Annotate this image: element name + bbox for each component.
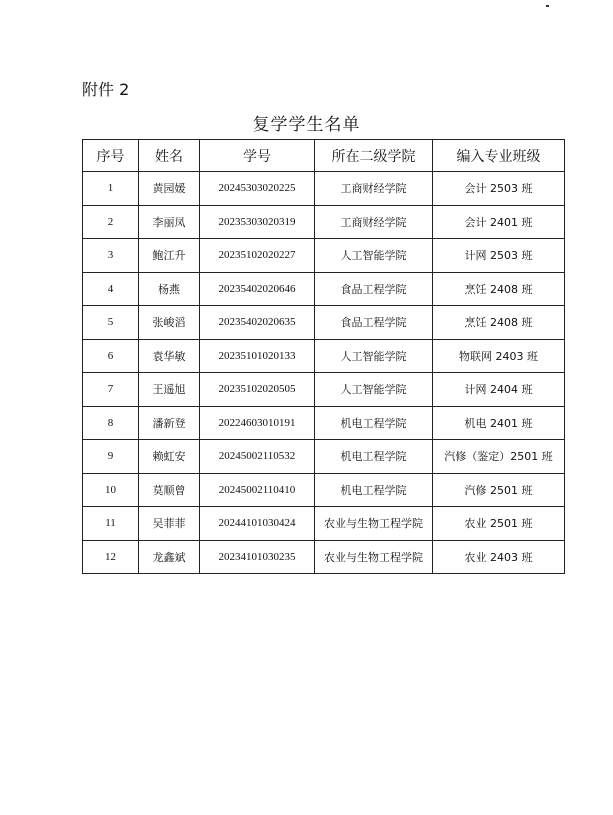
cell-college: 农业与生物工程学院 — [315, 507, 433, 541]
cell-index: 4 — [83, 272, 139, 306]
cell-student-id: 20235101020133 — [200, 339, 315, 373]
cell-name: 鲍江升 — [139, 239, 200, 273]
cell-index: 3 — [83, 239, 139, 273]
cell-name: 张峻滔 — [139, 306, 200, 340]
header-student-id: 学号 — [200, 140, 315, 172]
cell-index: 5 — [83, 306, 139, 340]
cell-index: 7 — [83, 373, 139, 407]
table-body — [83, 172, 565, 574]
cell-class: 农业 2403 班 — [433, 540, 565, 574]
cell-name: 黄园媛 — [139, 172, 200, 206]
cell-student-id: 20245002110410 — [200, 473, 315, 507]
cell-name: 吴菲菲 — [139, 507, 200, 541]
cell-student-id: 20235402020635 — [200, 306, 315, 340]
cell-college: 食品工程学院 — [315, 306, 433, 340]
header-class: 编入专业班级 — [433, 140, 565, 172]
cell-student-id: 20244101030424 — [200, 507, 315, 541]
cell-class: 计网 2404 班 — [433, 373, 565, 407]
table-row — [83, 306, 565, 340]
header-college: 所在二级学院 — [315, 140, 433, 172]
cell-student-id: 20245002110532 — [200, 440, 315, 474]
cell-college: 机电工程学院 — [315, 406, 433, 440]
table-row — [83, 507, 565, 541]
table-row — [83, 406, 565, 440]
cell-student-id: 20235402020646 — [200, 272, 315, 306]
cell-college: 机电工程学院 — [315, 440, 433, 474]
cell-student-id: 20224603010191 — [200, 406, 315, 440]
cell-class: 汽修（鉴定）2501 班 — [433, 440, 565, 474]
attachment-label: 附件 2 — [82, 80, 130, 99]
cell-name: 李丽凤 — [139, 205, 200, 239]
cell-index: 2 — [83, 205, 139, 239]
cell-college: 机电工程学院 — [315, 473, 433, 507]
cell-name: 袁华敏 — [139, 339, 200, 373]
cell-student-id: 20235102020505 — [200, 373, 315, 407]
scan-mark — [546, 5, 549, 7]
cell-student-id: 20234101030235 — [200, 540, 315, 574]
table-row — [83, 540, 565, 574]
cell-college: 人工智能学院 — [315, 373, 433, 407]
cell-index: 12 — [83, 540, 139, 574]
cell-college: 食品工程学院 — [315, 272, 433, 306]
header-index: 序号 — [83, 140, 139, 172]
cell-college: 人工智能学院 — [315, 339, 433, 373]
table-row — [83, 205, 565, 239]
cell-student-id: 20245303020225 — [200, 172, 315, 206]
cell-class: 农业 2501 班 — [433, 507, 565, 541]
student-roster-table — [82, 139, 565, 574]
cell-class: 会计 2401 班 — [433, 205, 565, 239]
header-name: 姓名 — [139, 140, 200, 172]
cell-class: 烹饪 2408 班 — [433, 306, 565, 340]
table-row — [83, 473, 565, 507]
cell-student-id: 20235102020227 — [200, 239, 315, 273]
table-row — [83, 373, 565, 407]
cell-name: 莫顺曾 — [139, 473, 200, 507]
cell-index: 11 — [83, 507, 139, 541]
table-row — [83, 172, 565, 206]
cell-index: 1 — [83, 172, 139, 206]
cell-class: 机电 2401 班 — [433, 406, 565, 440]
table-row — [83, 272, 565, 306]
cell-index: 10 — [83, 473, 139, 507]
cell-class: 物联网 2403 班 — [433, 339, 565, 373]
cell-name: 龙鑫斌 — [139, 540, 200, 574]
cell-name: 杨燕 — [139, 272, 200, 306]
cell-class: 会计 2503 班 — [433, 172, 565, 206]
cell-index: 8 — [83, 406, 139, 440]
cell-class: 烹饪 2408 班 — [433, 272, 565, 306]
cell-college: 人工智能学院 — [315, 239, 433, 273]
cell-name: 赖虹安 — [139, 440, 200, 474]
cell-college: 工商财经学院 — [315, 172, 433, 206]
cell-index: 6 — [83, 339, 139, 373]
cell-class: 汽修 2501 班 — [433, 473, 565, 507]
document-title: 复学学生名单 — [252, 115, 361, 135]
cell-name: 潘新登 — [139, 406, 200, 440]
cell-name: 王遥旭 — [139, 373, 200, 407]
table-row — [83, 239, 565, 273]
cell-class: 计网 2503 班 — [433, 239, 565, 273]
table-header-row — [83, 140, 565, 172]
cell-index: 9 — [83, 440, 139, 474]
cell-college: 工商财经学院 — [315, 205, 433, 239]
table-row — [83, 339, 565, 373]
cell-college: 农业与生物工程学院 — [315, 540, 433, 574]
cell-student-id: 20235303020319 — [200, 205, 315, 239]
table-row — [83, 440, 565, 474]
